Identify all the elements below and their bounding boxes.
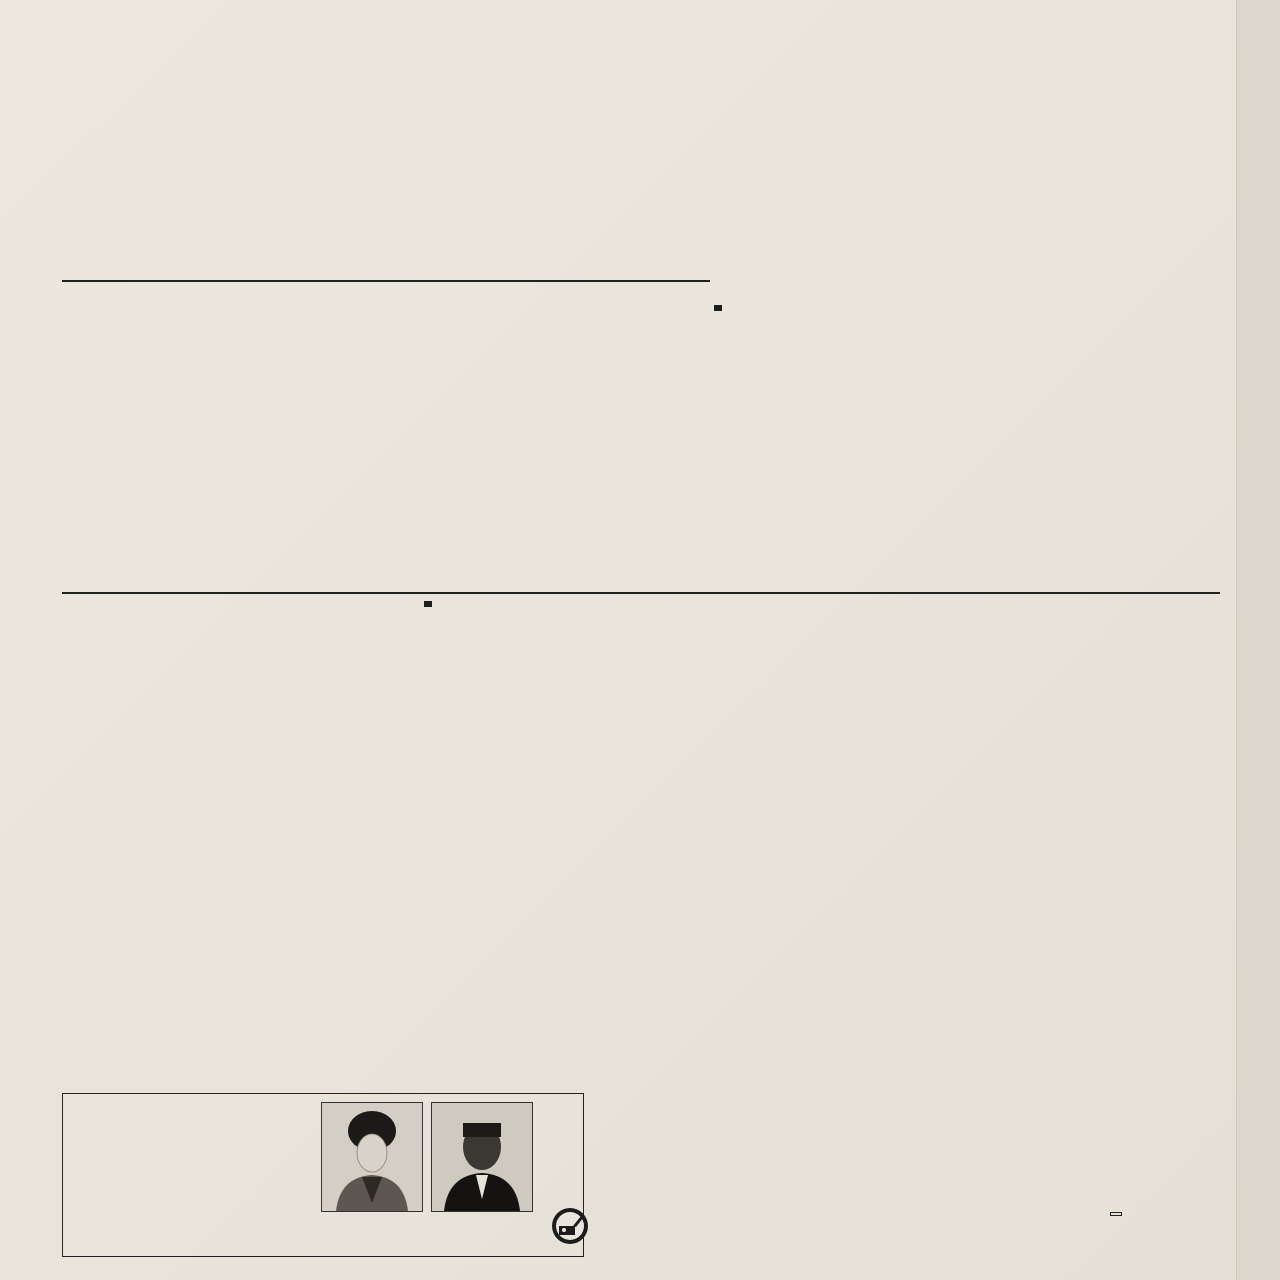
bio-box (62, 1093, 584, 1257)
divider-top (62, 280, 710, 282)
divider-middle (62, 592, 1220, 594)
victor-logo (550, 1206, 590, 1246)
ito-chikumi-photo (321, 1102, 423, 1212)
sleeve-edge (1236, 0, 1280, 1280)
bio-body (71, 1102, 311, 1252)
takahashi-chikuzan-photo (431, 1102, 533, 1212)
side-a-badge (714, 305, 722, 311)
side-b-badge (424, 601, 432, 607)
made-in-japan-stamp (1110, 1212, 1122, 1216)
